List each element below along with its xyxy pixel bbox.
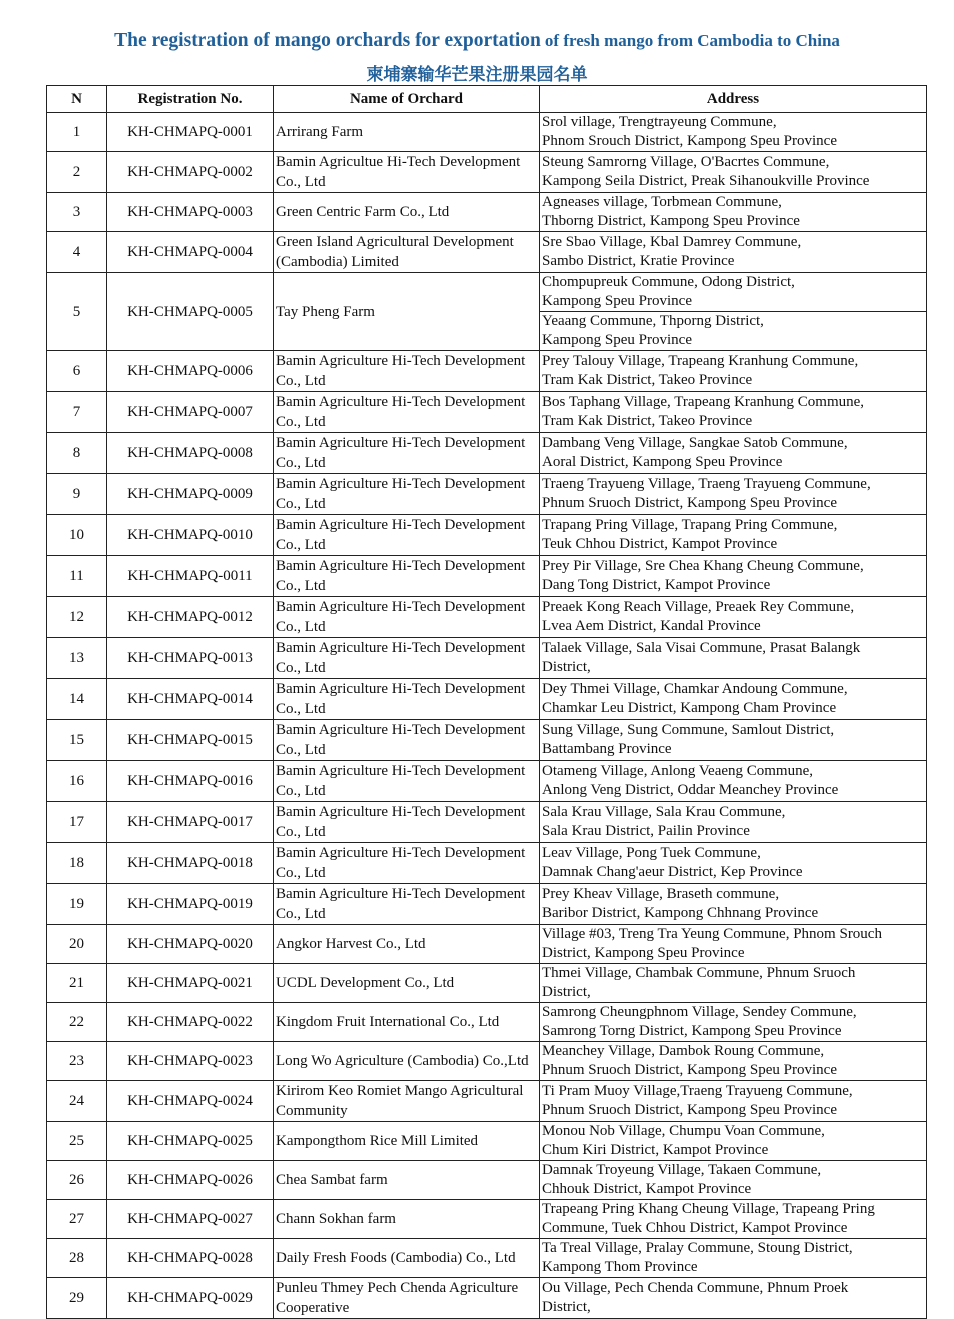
registration-number: KH-CHMAPQ-0027 xyxy=(107,1200,274,1239)
orchard-name: Kampongthom Rice Mill Limited xyxy=(274,1122,540,1161)
row-number: 2 xyxy=(47,152,107,193)
address-line: Monou Nob Village, Chumpu Voan Commune, xyxy=(542,1123,825,1139)
orchard-address xyxy=(540,556,927,597)
table-header-row xyxy=(47,86,927,113)
address-line: Ti Pram Muoy Village,Traeng Trayueng Commune, xyxy=(542,1083,853,1099)
row-number: 7 xyxy=(47,392,107,433)
row-number: 19 xyxy=(47,884,107,925)
orchard-address xyxy=(540,474,927,515)
address-line: Preaek Kong Reach Village, Preaek Rey Commune, xyxy=(542,599,855,615)
registration-number: KH-CHMAPQ-0017 xyxy=(107,802,274,843)
table-row xyxy=(47,152,927,193)
orchard-name: Bamin Agriculture Hi-Tech Development Co., Ltd xyxy=(274,597,540,638)
orchard-name: Bamin Agriculture Hi-Tech Development Co., Ltd xyxy=(274,679,540,720)
title-main: The registration of mango orchards for exportation xyxy=(114,30,541,51)
address-line: Sala Krau District, Pailin Province xyxy=(542,823,750,839)
address-line: Tram Kak District, Takeo Province xyxy=(542,372,753,388)
registration-number: KH-CHMAPQ-0012 xyxy=(107,597,274,638)
orchard-name: Punleu Thmey Pech Chenda Agriculture Cooperative xyxy=(274,1278,540,1319)
orchard-address xyxy=(540,720,927,761)
address-line: Commune, Tuek Chhou District, Kampot Province xyxy=(542,1220,848,1236)
address-line: Damnak Chang'aeur District, Kep Province xyxy=(542,864,803,880)
table-row xyxy=(47,802,927,843)
registration-number: KH-CHMAPQ-0011 xyxy=(107,556,274,597)
orchard-name: Bamin Agriculture Hi-Tech Development Co., Ltd xyxy=(274,802,540,843)
orchard-name: UCDL Development Co., Ltd xyxy=(274,964,540,1003)
address-line: Dambang Veng Village, Sangkae Satob Commune, xyxy=(542,435,848,451)
address-line: Dang Tong District, Kampot Province xyxy=(542,577,771,593)
title-rest: of fresh mango from Cambodia to China xyxy=(544,31,840,50)
row-number: 26 xyxy=(47,1161,107,1200)
registration-number: KH-CHMAPQ-0010 xyxy=(107,515,274,556)
orchard-address xyxy=(540,597,927,638)
row-number: 25 xyxy=(47,1122,107,1161)
registration-number: KH-CHMAPQ-0021 xyxy=(107,964,274,1003)
orchard-name: Chann Sokhan farm xyxy=(274,1200,540,1239)
orchard-address xyxy=(540,1122,927,1161)
registration-number: KH-CHMAPQ-0020 xyxy=(107,925,274,964)
row-number: 15 xyxy=(47,720,107,761)
address-line: Otameng Village, Anlong Veaeng Commune, xyxy=(542,763,814,779)
table-row xyxy=(47,1239,927,1278)
orchard-name: Bamin Agriculture Hi-Tech Development Co., Ltd xyxy=(274,433,540,474)
orchard-name: Green Centric Farm Co., Ltd xyxy=(274,193,540,232)
address-line: Steung Samrorng Village, O'Bacrtes Commune, xyxy=(542,154,830,170)
orchard-name: Bamin Agricultue Hi-Tech Development Co., Ltd xyxy=(274,152,540,193)
orchard-name: Kingdom Fruit International Co., Ltd xyxy=(274,1003,540,1042)
registration-number: KH-CHMAPQ-0009 xyxy=(107,474,274,515)
table-row xyxy=(47,1042,927,1081)
table-row xyxy=(47,1161,927,1200)
row-number: 12 xyxy=(47,597,107,638)
registration-number: KH-CHMAPQ-0013 xyxy=(107,638,274,679)
address-line: Thborng District, Kampong Speu Province xyxy=(542,213,800,229)
orchard-name: Daily Fresh Foods (Cambodia) Co., Ltd xyxy=(274,1239,540,1278)
orchard-address xyxy=(540,761,927,802)
registration-number: KH-CHMAPQ-0023 xyxy=(107,1042,274,1081)
address-line: Srol village, Trengtrayeung Commune, xyxy=(542,114,777,130)
address-line: Battambang Province xyxy=(542,741,672,757)
row-number: 23 xyxy=(47,1042,107,1081)
orchard-name: Bamin Agriculture Hi-Tech Development Co., Ltd xyxy=(274,515,540,556)
orchard-address xyxy=(540,515,927,556)
address-line: Talaek Village, Sala Visai Commune, Prasat Balangk xyxy=(542,640,861,656)
row-number: 11 xyxy=(47,556,107,597)
orchard-address xyxy=(540,925,927,964)
table-row xyxy=(47,679,927,720)
address-line: Chompupreuk Commune, Odong District, xyxy=(542,274,795,290)
address-line: Leav Village, Pong Tuek Commune, xyxy=(542,845,761,861)
address-line: Aoral District, Kampong Speu Province xyxy=(542,454,783,470)
row-number: 4 xyxy=(47,232,107,273)
table-row xyxy=(47,1278,927,1319)
column-header-registration: Registration No. xyxy=(107,86,274,113)
address-block xyxy=(540,311,926,350)
table-row xyxy=(47,392,927,433)
row-number: 28 xyxy=(47,1239,107,1278)
table-row xyxy=(47,433,927,474)
table-row xyxy=(47,273,927,351)
orchard-address xyxy=(540,152,927,193)
row-number: 21 xyxy=(47,964,107,1003)
row-number: 3 xyxy=(47,193,107,232)
orchard-address xyxy=(540,884,927,925)
registration-number: KH-CHMAPQ-0004 xyxy=(107,232,274,273)
address-line: Chamkar Leu District, Kampong Cham Province xyxy=(542,700,837,716)
registration-number: KH-CHMAPQ-0028 xyxy=(107,1239,274,1278)
table-row xyxy=(47,925,927,964)
address-line: District, xyxy=(542,659,591,675)
column-header-orchard: Name of Orchard xyxy=(274,86,540,113)
address-line: Ta Treal Village, Pralay Commune, Stoung District, xyxy=(542,1240,853,1256)
table-row xyxy=(47,720,927,761)
address-line: Trapeang Pring Khang Cheung Village, Trapeang Pring xyxy=(542,1201,875,1217)
registration-number: KH-CHMAPQ-0005 xyxy=(107,273,274,351)
table-row xyxy=(47,638,927,679)
address-line: Prey Talouy Village, Trapeang Kranhung Commune, xyxy=(542,353,859,369)
orchard-name: Long Wo Agriculture (Cambodia) Co.,Ltd xyxy=(274,1042,540,1081)
registration-number: KH-CHMAPQ-0022 xyxy=(107,1003,274,1042)
orchard-name: Bamin Agriculture Hi-Tech Development Co., Ltd xyxy=(274,761,540,802)
address-line: Phnum Sruoch District, Kampong Speu Province xyxy=(542,495,837,511)
orchard-address xyxy=(540,679,927,720)
table-row xyxy=(47,474,927,515)
table-row xyxy=(47,556,927,597)
orchard-name: Arrirang Farm xyxy=(274,113,540,152)
address-line: Ou Village, Pech Chenda Commune, Phnum Proek xyxy=(542,1280,849,1296)
address-line: Phnom Srouch District, Kampong Speu Province xyxy=(542,133,837,149)
orchard-name: Bamin Agriculture Hi-Tech Development Co., Ltd xyxy=(274,351,540,392)
orchard-address xyxy=(540,843,927,884)
column-header-n: N xyxy=(47,86,107,113)
table-row xyxy=(47,232,927,273)
orchard-name: Bamin Agriculture Hi-Tech Development Co., Ltd xyxy=(274,843,540,884)
registration-number: KH-CHMAPQ-0002 xyxy=(107,152,274,193)
orchard-address xyxy=(540,1278,927,1319)
address-line: Tram Kak District, Takeo Province xyxy=(542,413,753,429)
orchard-address xyxy=(540,638,927,679)
registration-number: KH-CHMAPQ-0006 xyxy=(107,351,274,392)
address-line: Bos Taphang Village, Trapeang Kranhung Commune, xyxy=(542,394,865,410)
document-title xyxy=(0,30,954,52)
orchard-name: Bamin Agriculture Hi-Tech Development Co., Ltd xyxy=(274,392,540,433)
orchard-name: Bamin Agriculture Hi-Tech Development Co., Ltd xyxy=(274,556,540,597)
address-line: Meanchey Village, Dambok Roung Commune, xyxy=(542,1043,825,1059)
address-line: Samrong Torng District, Kampong Speu Province xyxy=(542,1023,842,1039)
address-line: Sung Village, Sung Commune, Samlout District, xyxy=(542,722,835,738)
orchard-name: Angkor Harvest Co., Ltd xyxy=(274,925,540,964)
orchard-registration-table xyxy=(46,85,927,1319)
address-line: Chhouk District, Kampot Province xyxy=(542,1181,752,1197)
address-line: District, Kampong Speu Province xyxy=(542,945,745,961)
row-number: 22 xyxy=(47,1003,107,1042)
orchard-name: Bamin Agriculture Hi-Tech Development Co., Ltd xyxy=(274,638,540,679)
address-line: Prey Pir Village, Sre Chea Khang Cheung Commune, xyxy=(542,558,864,574)
table-row xyxy=(47,597,927,638)
orchard-name: Bamin Agriculture Hi-Tech Development Co., Ltd xyxy=(274,884,540,925)
row-number: 16 xyxy=(47,761,107,802)
row-number: 17 xyxy=(47,802,107,843)
orchard-address xyxy=(540,392,927,433)
row-number: 9 xyxy=(47,474,107,515)
registration-number: KH-CHMAPQ-0026 xyxy=(107,1161,274,1200)
row-number: 27 xyxy=(47,1200,107,1239)
registration-number: KH-CHMAPQ-0019 xyxy=(107,884,274,925)
address-line: Anlong Veng District, Oddar Meanchey Province xyxy=(542,782,839,798)
address-line: Kampong Thom Province xyxy=(542,1259,698,1275)
address-line: Baribor District, Kampong Chhnang Province xyxy=(542,905,819,921)
address-line: Sala Krau Village, Sala Krau Commune, xyxy=(542,804,786,820)
address-line: Kampong Speu Province xyxy=(542,332,692,348)
table-row xyxy=(47,1081,927,1122)
table-row xyxy=(47,351,927,392)
orchard-address xyxy=(540,1161,927,1200)
address-line: Sre Sbao Village, Kbal Damrey Commune, xyxy=(542,234,802,250)
table-row xyxy=(47,113,927,152)
orchard-name: Tay Pheng Farm xyxy=(274,273,540,351)
registration-number: KH-CHMAPQ-0014 xyxy=(107,679,274,720)
address-line: Sambo District, Kratie Province xyxy=(542,253,735,269)
address-line: Village #03, Treng Tra Yeung Commune, Phnom Srouch xyxy=(542,926,882,942)
address-line: Damnak Troyeung Village, Takaen Commune, xyxy=(542,1162,822,1178)
table-row xyxy=(47,884,927,925)
address-line: District, xyxy=(542,984,591,1000)
address-line: Teuk Chhou District, Kampot Province xyxy=(542,536,778,552)
row-number: 1 xyxy=(47,113,107,152)
address-line: Agneases village, Torbmean Commune, xyxy=(542,194,782,210)
orchard-address xyxy=(540,433,927,474)
orchard-address xyxy=(540,1081,927,1122)
address-line: Dey Thmei Village, Chamkar Andoung Commune, xyxy=(542,681,848,697)
registration-number: KH-CHMAPQ-0008 xyxy=(107,433,274,474)
address-line: Traeng Trayueng Village, Traeng Trayueng Commune, xyxy=(542,476,871,492)
address-line: Lvea Aem District, Kandal Province xyxy=(542,618,761,634)
row-number: 8 xyxy=(47,433,107,474)
registration-number: KH-CHMAPQ-0015 xyxy=(107,720,274,761)
orchard-address xyxy=(540,802,927,843)
registration-number: KH-CHMAPQ-0018 xyxy=(107,843,274,884)
orchard-address xyxy=(540,1239,927,1278)
address-line: Kampong Speu Province xyxy=(542,293,692,309)
row-number: 5 xyxy=(47,273,107,351)
row-number: 24 xyxy=(47,1081,107,1122)
address-line: Trapang Pring Village, Trapang Pring Commune, xyxy=(542,517,838,533)
document-subtitle-chinese: 柬埔寨输华芒果注册果园名单 xyxy=(366,65,588,85)
address-line: Kampong Seila District, Preak Sihanoukville Province xyxy=(542,173,870,189)
orchard-address xyxy=(540,113,927,152)
table-row xyxy=(47,1122,927,1161)
table-row xyxy=(47,1003,927,1042)
table-body xyxy=(47,113,927,1319)
orchard-address xyxy=(540,964,927,1003)
table-row xyxy=(47,761,927,802)
orchard-address xyxy=(540,1200,927,1239)
row-number: 13 xyxy=(47,638,107,679)
orchard-address xyxy=(540,1042,927,1081)
registration-number: KH-CHMAPQ-0016 xyxy=(107,761,274,802)
orchard-name: Bamin Agriculture Hi-Tech Development Co., Ltd xyxy=(274,720,540,761)
registration-number: KH-CHMAPQ-0007 xyxy=(107,392,274,433)
orchard-address xyxy=(540,273,927,351)
registration-number: KH-CHMAPQ-0024 xyxy=(107,1081,274,1122)
orchard-name: Chea Sambat farm xyxy=(274,1161,540,1200)
address-line: Phnum Sruoch District, Kampong Speu Province xyxy=(542,1062,837,1078)
address-line: Yeaang Commune, Thporng District, xyxy=(542,313,764,329)
orchard-address xyxy=(540,351,927,392)
address-line: Samrong Cheungphnom Village, Sendey Commune, xyxy=(542,1004,857,1020)
address-line: Prey Kheav Village, Braseth commune, xyxy=(542,886,780,902)
address-line: Thmei Village, Chambak Commune, Phnum Sruoch xyxy=(542,965,856,981)
orchard-address xyxy=(540,1003,927,1042)
row-number: 6 xyxy=(47,351,107,392)
table-row xyxy=(47,193,927,232)
table-row xyxy=(47,843,927,884)
address-line: District, xyxy=(542,1299,591,1315)
row-number: 29 xyxy=(47,1278,107,1319)
orchard-address xyxy=(540,193,927,232)
address-block xyxy=(540,273,926,311)
table-row xyxy=(47,964,927,1003)
row-number: 14 xyxy=(47,679,107,720)
address-line: Chum Kiri District, Kampot Province xyxy=(542,1142,769,1158)
address-line: Phnum Sruoch District, Kampong Speu Province xyxy=(542,1102,837,1118)
orchard-name: Kirirom Keo Romiet Mango Agricultural Community xyxy=(274,1081,540,1122)
row-number: 20 xyxy=(47,925,107,964)
orchard-name: Bamin Agriculture Hi-Tech Development Co., Ltd xyxy=(274,474,540,515)
registration-number: KH-CHMAPQ-0003 xyxy=(107,193,274,232)
registration-number: KH-CHMAPQ-0001 xyxy=(107,113,274,152)
column-header-address: Address xyxy=(540,86,927,113)
table-row xyxy=(47,515,927,556)
registration-number: KH-CHMAPQ-0029 xyxy=(107,1278,274,1319)
row-number: 18 xyxy=(47,843,107,884)
row-number: 10 xyxy=(47,515,107,556)
table-row xyxy=(47,1200,927,1239)
orchard-address xyxy=(540,232,927,273)
registration-number: KH-CHMAPQ-0025 xyxy=(107,1122,274,1161)
orchard-name: Green Island Agricultural Development (Cambodia) Limited xyxy=(274,232,540,273)
